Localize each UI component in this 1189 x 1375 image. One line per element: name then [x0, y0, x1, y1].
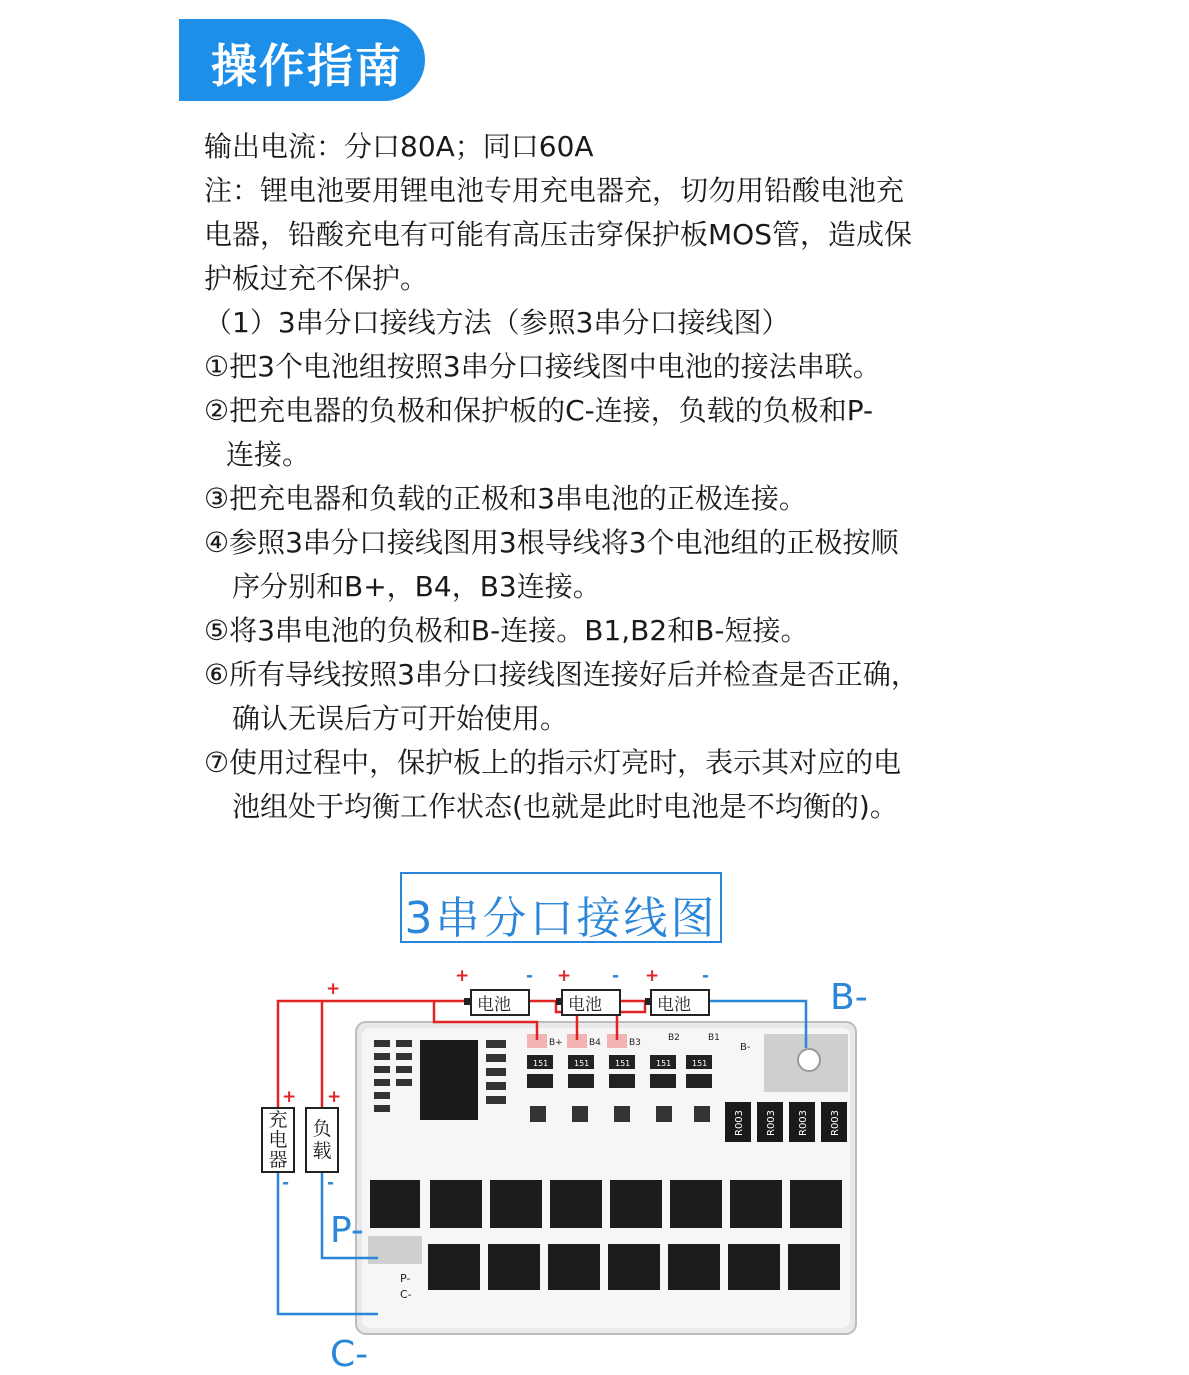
pcb-label-p: P- — [400, 1272, 411, 1285]
text-line: ⑤将3串电池的负极和B-连接。B1,B2和B-短接。 — [204, 614, 809, 647]
svg-text:151: 151 — [574, 1059, 590, 1068]
pcb-label-b1: B1 — [708, 1033, 720, 1043]
charger-label: 充电器 — [268, 1109, 288, 1171]
terminal-c-label: C- — [330, 1334, 369, 1375]
ic-chip — [420, 1040, 478, 1120]
svg-text:+: + — [645, 966, 660, 986]
svg-text:-: - — [526, 966, 534, 986]
battery-3 — [645, 990, 709, 1015]
svg-text:R003: R003 — [766, 1109, 777, 1136]
pcb-label-bminus: B- — [740, 1042, 751, 1053]
text-line: ⑦使用过程中，保护板上的指示灯亮时，表示其对应的电 — [204, 746, 902, 779]
text-line: 护板过充不保护。 — [204, 262, 429, 295]
text-line: 确认无误后方可开始使用。 — [232, 702, 569, 735]
load-label: 负载 — [312, 1118, 332, 1162]
svg-text:151: 151 — [615, 1059, 631, 1068]
text-line: 连接。 — [226, 438, 311, 471]
svg-text:R003: R003 — [798, 1109, 809, 1136]
text-line: ④参照3串分口接线图用3根导线将3个电池组的正极按顺 — [204, 526, 899, 559]
page-title: 操作指南 — [211, 39, 403, 93]
text-line: （1）3串分口接线方法（参照3串分口接线图） — [204, 306, 790, 339]
pcb-label-b3: B3 — [629, 1038, 641, 1048]
svg-text:-: - — [327, 1173, 335, 1193]
battery-label: 电池 — [568, 995, 602, 1015]
svg-text:151: 151 — [656, 1059, 672, 1068]
svg-text:+: + — [282, 1087, 297, 1107]
svg-text:R003: R003 — [830, 1109, 841, 1136]
svg-text:-: - — [612, 966, 620, 986]
text-line: 电器，铅酸充电有可能有高压击穿保护板MOS管，造成保 — [204, 218, 912, 251]
pcb-label-b2: B2 — [668, 1033, 680, 1043]
svg-text:R003: R003 — [734, 1109, 745, 1136]
battery-label: 电池 — [477, 995, 511, 1015]
battery-2 — [556, 990, 620, 1015]
svg-text:+: + — [455, 966, 470, 986]
text-line: 输出电流：分口80A；同口60A — [204, 130, 594, 163]
diagram-title: 3串分口接线图 — [404, 893, 718, 944]
terminal-p-label: P- — [330, 1210, 364, 1251]
text-line: 序分别和B+，B4，B3连接。 — [232, 570, 601, 603]
text-line: 注：锂电池要用锂电池专用充电器充，切勿用铅酸电池充 — [204, 174, 905, 207]
battery-1 — [464, 990, 529, 1015]
svg-text:+: + — [326, 979, 341, 999]
text-line: ②把充电器的负极和保护板的C-连接，负载的负极和P- — [204, 394, 874, 427]
svg-text:-: - — [702, 966, 710, 986]
text-line: ①把3个电池组按照3串分口接线图中电池的接法串联。 — [204, 350, 881, 383]
pcb-label-bplus: B+ — [549, 1038, 563, 1048]
text-line: ⑥所有导线按照3串分口接线图连接好后并检查是否正确， — [204, 658, 919, 691]
svg-text:151: 151 — [533, 1059, 549, 1068]
svg-text:-: - — [282, 1173, 290, 1193]
terminal-bminus-label: B- — [830, 977, 868, 1018]
pcb-label-b4: B4 — [589, 1038, 601, 1048]
pcb-board — [356, 1022, 856, 1334]
battery-label: 电池 — [657, 995, 691, 1015]
p-pad — [368, 1236, 422, 1264]
svg-text:+: + — [327, 1087, 342, 1107]
pcb-label-c: C- — [400, 1288, 412, 1301]
svg-text:+: + — [557, 966, 572, 986]
text-line: ③把充电器和负载的正极和3串电池的正极连接。 — [204, 482, 807, 515]
text-line: 池组处于均衡工作状态(也就是此时电池是不均衡的)。 — [232, 790, 898, 823]
svg-text:151: 151 — [692, 1059, 708, 1068]
